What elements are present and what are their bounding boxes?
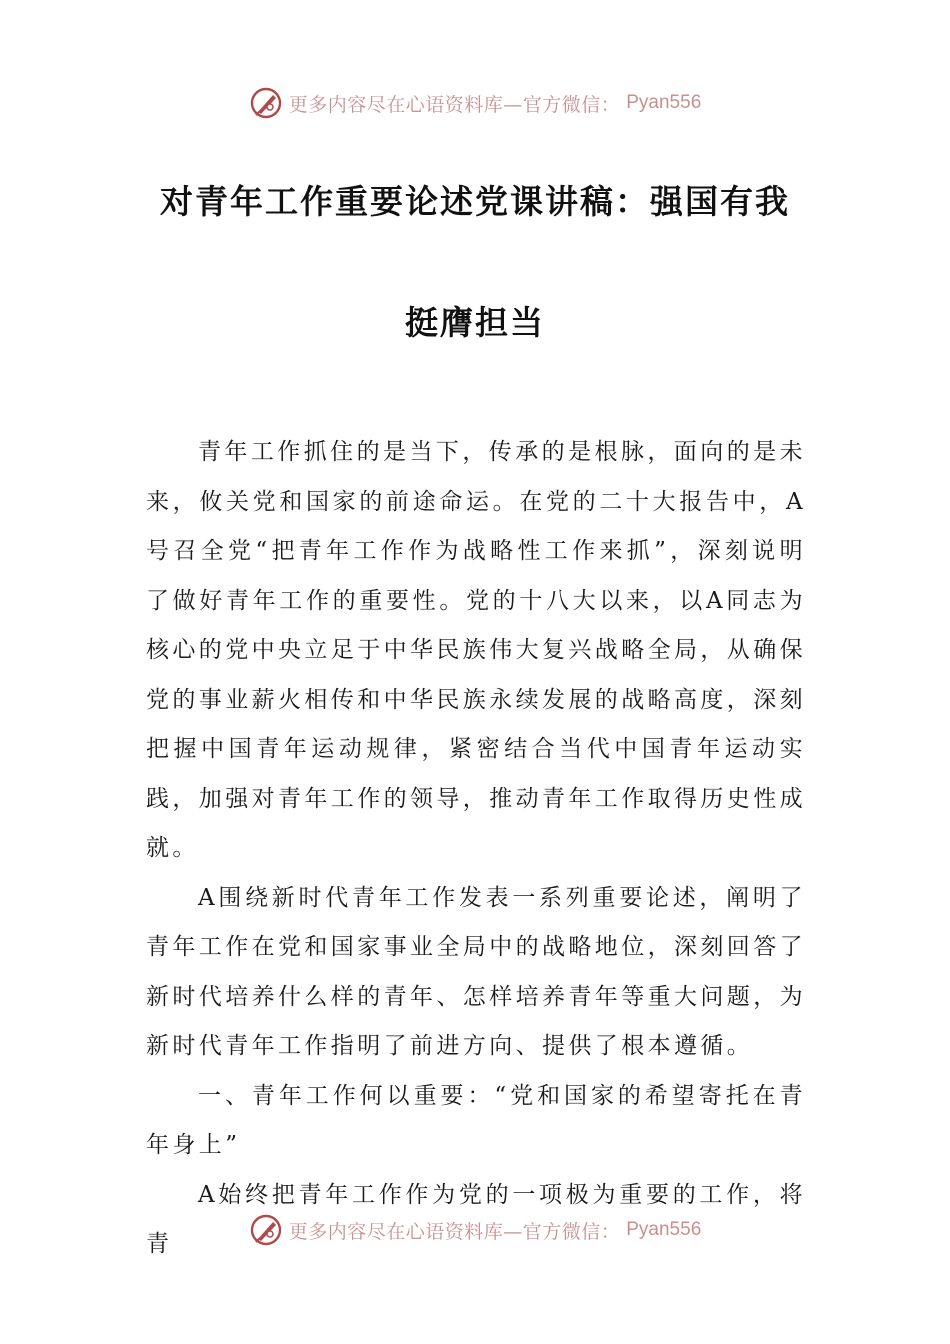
document-body [146,428,806,1270]
watermark-wechat-id: Pyan556 [626,92,702,113]
section-heading-1: 一、青年工作何以重要：“党和国家的希望寄托在青年身上” [146,1082,806,1158]
paragraph-2: A围绕新时代青年工作发表一系列重要论述，阐明了青年工作在党和国家事业全局中的战略地位，深刻回答了新时代培养什么样的青年、怎样培养青年等重大问题，为新时代青年工作指明了前进方向、提供了根本遵循。 [146,884,806,1059]
paragraph-3: A始终把青年工作作为党的一项极为重要的工作，将青 [146,1181,806,1257]
watermark-wechat-id: Pyan556 [626,1219,702,1240]
watermark-header [0,83,950,123]
paragraph-1: 青年工作抓住的是当下，传承的是根脉，面向的是未来，攸关党和国家的前途命运。在党的二十大报告中，A号召全党“把青年工作作为战略性工作来抓”，深刻说明了做好青年工作的重要性。党的十八大以来，以A同志为核心的党中央立足于中华民族伟大复兴战略全局，从确保党的事业薪火相传和中华民族永续发展的战略高度，深刻把握中国青年运动规律，紧密结合当代中国青年运动实践，加强对青年工作的领导，推动青年工作取得历史性成就。 [146,439,806,861]
watermark-text: 更多内容尽在心语资料库—官方微信： [288,1220,621,1243]
watermark-text: 更多内容尽在心语资料库—官方微信： [288,93,621,116]
quill-logo-icon [249,86,283,120]
quill-logo-icon [249,1213,283,1247]
document-title-line1: 对青年工作重要论述党课讲稿：强国有我 [160,182,790,221]
watermark-footer [0,1210,950,1250]
document-title-line2: 挺膺担当 [405,303,545,342]
